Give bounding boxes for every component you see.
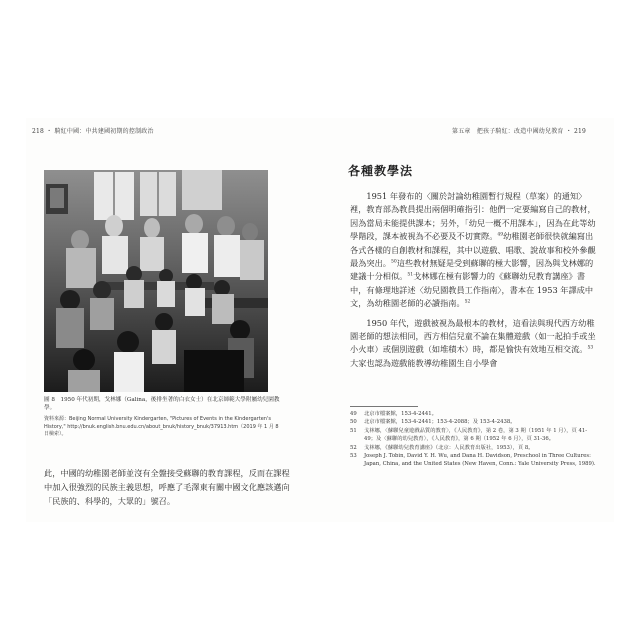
right-running-head: 第五章 把孩子騎紅：改造中國幼兒教育 ・ 219 xyxy=(452,128,587,135)
footnote-item: 49 北京市檔案館，153-4-2441。 xyxy=(350,411,437,417)
left-running-head: 218 ・ 騎紅中國：中共建國初期的控制政治 xyxy=(32,128,154,135)
left-body-text xyxy=(44,466,294,508)
footnote-rule xyxy=(350,406,418,407)
footnote-item: 51 戈林娜，〈蘇聯兒童遊戲品質的教育〉，《人民教育》，第 2 卷，第 3 期（1951 年 1 月），頁 41-49；及〈蘇聯的幼兒教育〉，《人民教育》，第 6 期（1952 年 6 月），頁 31-36。 xyxy=(350,427,588,443)
kindergarten-photo-image xyxy=(44,170,268,392)
footnote-item: 52 戈林娜，《蘇聯幼兒教育講座》（北京：人民教育出版社，1953），頁 8。 xyxy=(350,444,534,451)
footnote-item: 53 Joseph J. Tobin, David Y. H. Wu, and Dana H. Davidson, Preschool in Three Cultures: Japan, China, and the United States (New Haven, Conn.: Yale University Press, 1989). xyxy=(350,453,596,468)
photo-source: 資料來源：Beijing Normal University Kindergarten, "Pictures of Events in the Kindergarten's History," http://bnuk.english.bnu.edu.cn/about_bnuk/history_bnuk/37913.htm（2019 年 1 月 8 日檢索）。 xyxy=(44,416,279,437)
section-title: 各種教學法 xyxy=(348,164,414,178)
left-paragraph: 此，中國的幼稚園老師並沒有全盤接受蘇聯的教育課程，反而在課程中加入很強烈的民族主義思想，呼應了毛澤東有關中國文化應該邁向「民族的、科學的，大眾的」號召。 xyxy=(44,468,290,506)
photo-caption: 圖 8 1950 年代初期，戈林娜（Galina，後排坐著的白衣女士）在北京師範大學附屬幼兒園教學。 xyxy=(44,397,280,411)
footnote-item: 50 北京市檔案館，153-4-2441；153-4-2088；及 153-4-2438。 xyxy=(350,419,516,426)
footnotes xyxy=(350,410,598,469)
right-paragraph-2: 1950 年代，遊戲被視為最根本的教材，這看法與現代西方幼稚園老師的想法相同，西方相信兒童不論在集體遊戲（如一起拍手或坐小火車）或個別遊戲（如堆積木）時，都是愉快有效地互相交流。$^{53}$大家也認為遊戲能教導幼稚園生自小學會 xyxy=(350,317,596,368)
historical-photo xyxy=(44,170,268,392)
right-body-text xyxy=(350,190,598,370)
right-paragraph-1: 1951 年發布的〈關於討論幼稚園暫行規程（草案）的通知〉裡，教育部為教員提出兩個明確指引：他們一定要編寫自己的教材，因為當局未能提供課本；另外，「幼兒一概不用課本」，因為在此等幼學階段，課本被視為不必要及不切實際。$^{49}$幼稚園老師很快就編寫出各式各樣的自創教材和課程，其中以遊戲、唱歌、說故事和校外參觀最為突出。$^{50}$這些教材無疑是受到蘇聯的極大影響，因為與戈林娜的建議十分相似。$^{51}$戈林娜在極有影響力的《蘇聯幼兒教育講座》書中，有條理地詳述〈幼兒園教員工作指南〉，書本在 1953 年譯成中文，為幼稚園老師的必讀指南。$^{52}$ xyxy=(350,191,596,309)
